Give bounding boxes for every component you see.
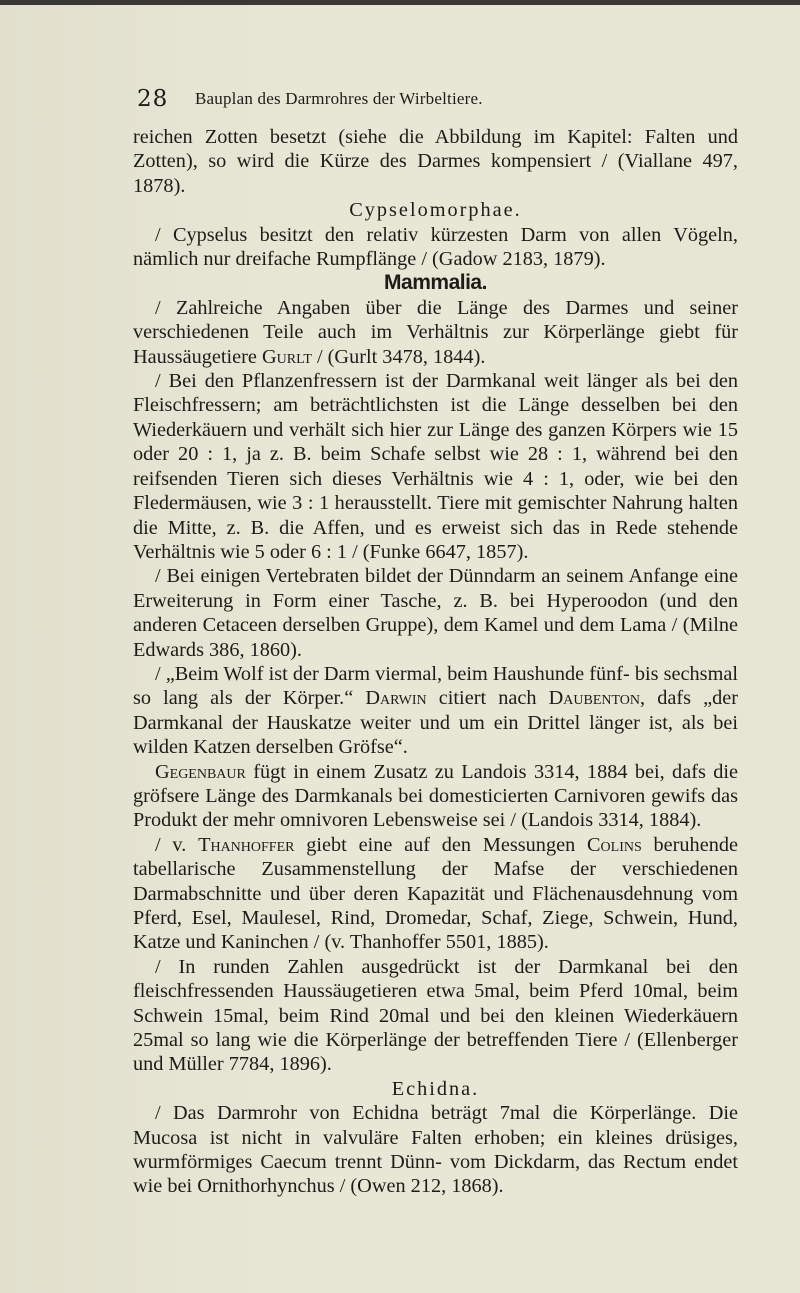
top-border bbox=[0, 0, 800, 5]
paragraph: / Cypselus besitzt den relativ kürzesten Darm von allen Vögeln, nämlich nur dreifache Rumpflänge / (Gadow 2183, 1879). bbox=[133, 223, 738, 271]
paragraph bbox=[133, 296, 738, 369]
paragraph: / Bei einigen Vertebraten bildet der Dünndarm an seinem Anfange eine Erweiterung in Form einer Tasche, z. B. bei Hyperoodon (und den anderen Cetaceen derselben Gruppe), dem Kamel und dem Lama / (Milne Edwards 386, 1860). bbox=[133, 565, 738, 661]
author-name: Colins bbox=[587, 833, 642, 856]
text-span: / „Beim Wolf ist der Darm viermal, beim Haushunde fünf- bis sechsmal so lang als der Körper.“ bbox=[133, 662, 738, 710]
paragraph bbox=[133, 833, 738, 955]
text-span: citiert nach bbox=[426, 687, 549, 710]
text-span: fügt in einem Zusatz zu Landois 3314, 1884 bei, dafs die gröfsere Länge des Darmkanals bei domesticierten Carnivoren gewifs das Produkt der mehr omnivoren Lebensweise sei / (Landois 3314, 1884). bbox=[133, 760, 738, 832]
page-number: 28 bbox=[137, 86, 169, 112]
text-span: / v. bbox=[155, 833, 199, 856]
page-body bbox=[133, 125, 738, 1199]
author-name: Thanhoffer bbox=[198, 833, 295, 856]
paragraph bbox=[133, 662, 738, 760]
paragraph: reichen Zotten besetzt (siehe die Abbildung im Kapitel: Falten und Zotten), so wird die Kürze des Darmes kompensiert / (Viallane 497, 1878). bbox=[133, 126, 738, 197]
text-span: / Zahlreiche Angaben über die Länge des Darmes und seiner verschiedenen Teile auch im Verhältnis zur Körperlänge giebt für Haussäugetiere bbox=[133, 296, 738, 368]
text-span: giebt eine auf den Messungen bbox=[294, 833, 587, 856]
section-heading-mammalia: Mammalia. bbox=[384, 271, 487, 295]
text-span: / (Gurlt 3478, 1844). bbox=[311, 345, 486, 368]
paragraph: / In runden Zahlen ausgedrückt ist der Darmkanal bei den fleischfressenden Haussäugetieren etwa 5mal, beim Pferd 10mal, beim Schwein 15mal, beim Rind 20mal und bei den kleinen Wiederkäuern 25mal so lang wie die Körperlänge der betreffenden Tiere / (Ellenberger und Müller 7784, 1896). bbox=[133, 955, 738, 1076]
paragraph: / Das Darmrohr von Echidna beträgt 7mal die Körperlänge. Die Mucosa ist nicht in valvuläre Falten erhoben; ein kleines drüsiges, wurmförmiges Caecum trennt Dünn- vom Dickdarm, das Rectum endet wie bei Ornithorhynchus / (Owen 212, 1868). bbox=[133, 1102, 738, 1198]
author-name: Darwin bbox=[365, 687, 427, 710]
author-name: Gegenbaur bbox=[155, 760, 246, 783]
text-span: , dafs „der Darmkanal der Hauskatze weiter und um ein Drittel länger ist, als bei wilden Katzen derselben Gröfse“. bbox=[133, 687, 738, 759]
page-header bbox=[137, 86, 737, 116]
section-heading-cypselomorphae: Cypselomorphae. bbox=[349, 199, 522, 222]
author-name: Daubenton bbox=[548, 687, 640, 710]
running-head: Bauplan des Darmrohres der Wirbeltiere. bbox=[195, 89, 483, 108]
author-name: Gurlt bbox=[261, 345, 312, 368]
section-heading-echidna: Echidna. bbox=[391, 1077, 480, 1100]
paragraph bbox=[133, 760, 738, 833]
text-span: beruhende tabellarische Zusammenstellung der Mafse der verschiedenen Darmabschnitte und über deren Kapazität und Flächenausdehnung vom Pferd, Esel, Maulesel, Rind, Dromedar, Schaf, Ziege, Schwein, Hund, Katze und Kaninchen / (v. Thanhoffer 5501, 1885). bbox=[133, 833, 738, 954]
paragraph: / Bei den Pflanzenfressern ist der Darmkanal weit länger als bei den Fleischfressern; am beträchtlichsten ist die Länge desselben bei den Wiederkäuern und verhält sich hier zur Länge des ganzen Körpers wie 15 oder 20 : 1, ja z. B. beim Schafe selbst wie 28 : 1, während bei den reifsenden Tieren sich dieses Verhältnis wie 4 : 1, oder, wie bei den Fledermäusen, wie 3 : 1 herausstellt. Tiere mit gemischter Nahrung halten die Mitte, z. B. die Affen, und es erweist sich das in Rede stehende Verhältnis wie 5 oder 6 : 1 / (Funke 6647, 1857). bbox=[133, 370, 738, 563]
